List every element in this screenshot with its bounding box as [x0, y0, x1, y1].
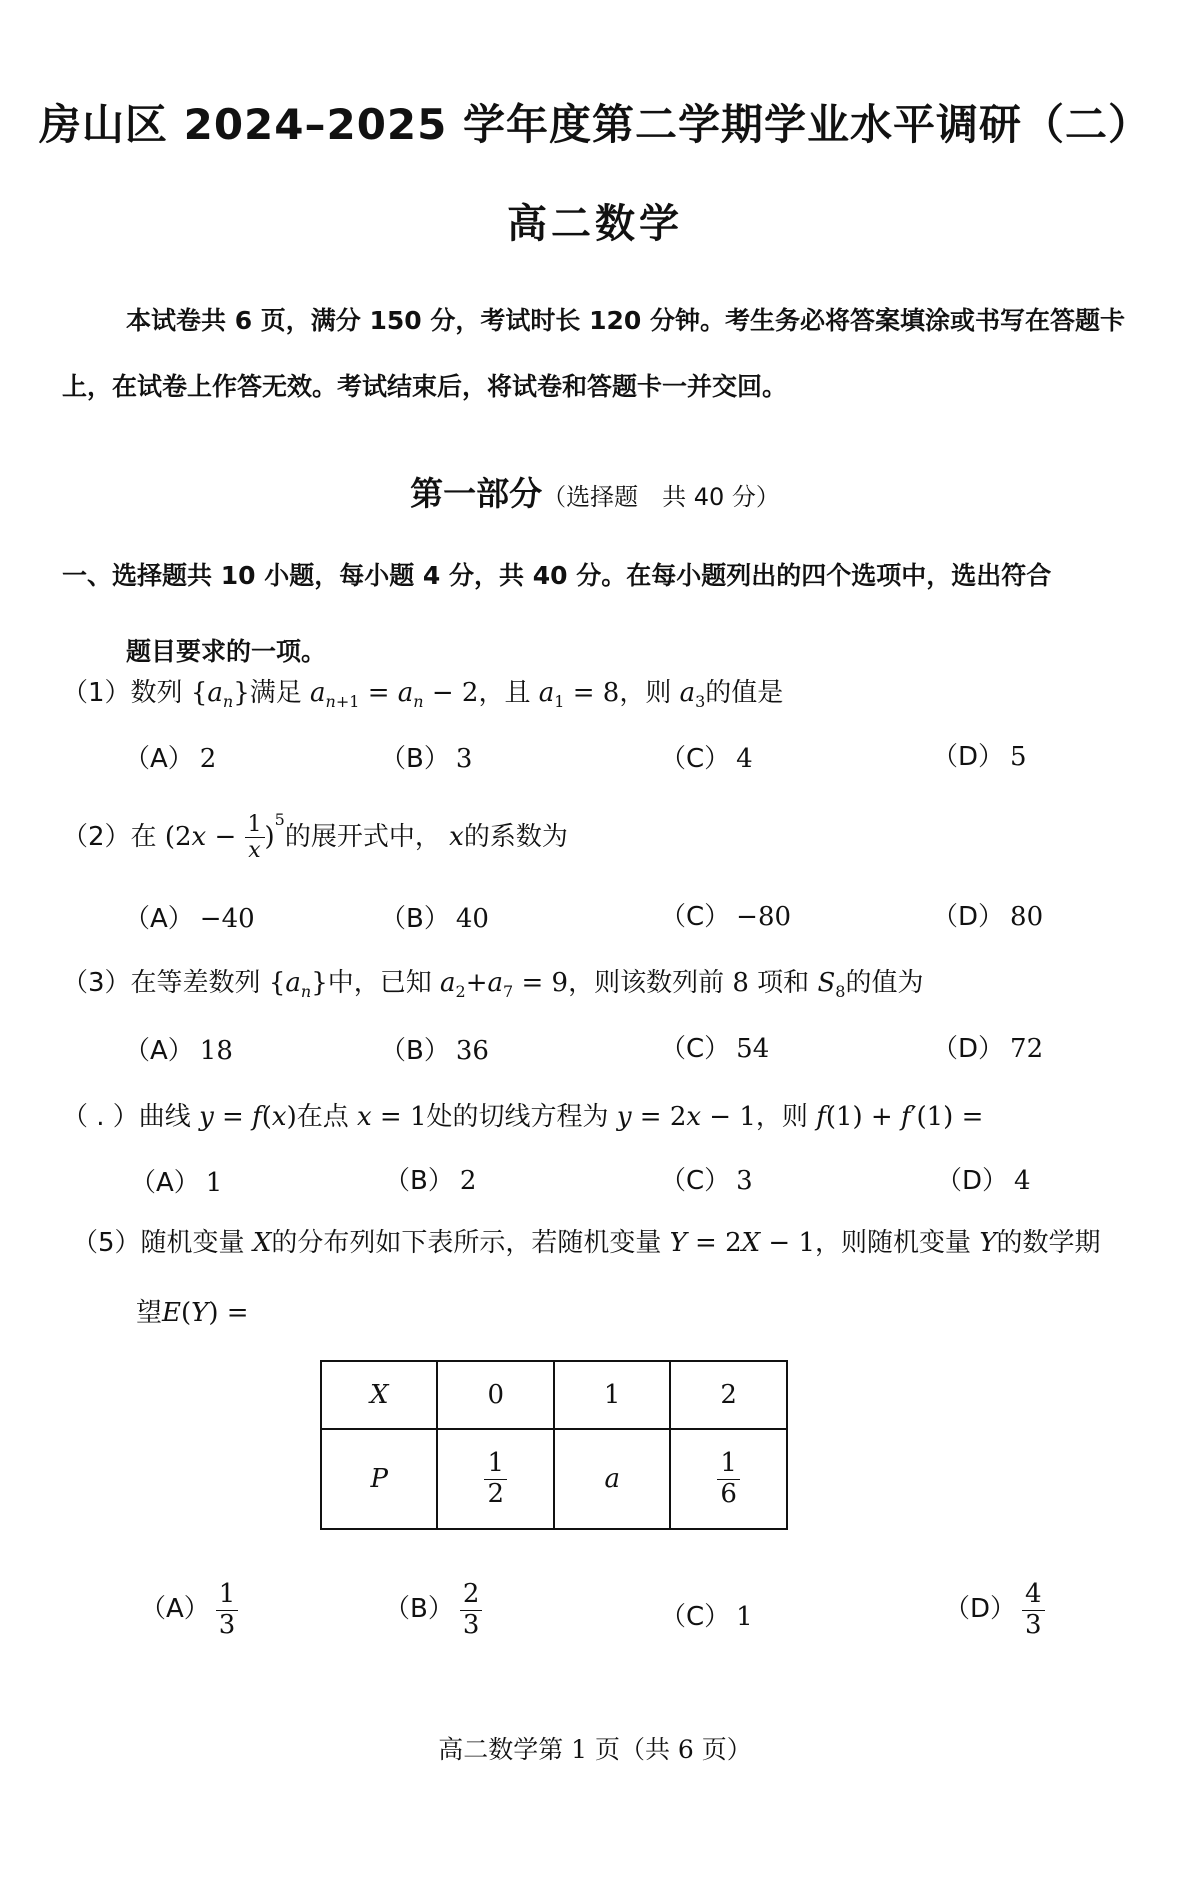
- section-heading-line1: 一、选择题共 10 小题，每小题 4 分，共 40 分。在每小题列出的四个选项中，选出符合: [62, 561, 1052, 590]
- table-cell: 1: [554, 1361, 670, 1429]
- option-1b[interactable]: （B） 3: [380, 744, 473, 774]
- section-heading-line2: 题目要求的一项。: [126, 637, 327, 666]
- math-target: $a_3$: [679, 678, 706, 712]
- exam-title: 房山区 2024–2025 学年度第二学期学业水平调研（二）: [38, 100, 1152, 149]
- question-number: （1）: [62, 678, 131, 708]
- math-recurrence: $a_{n+1} = a_n - 2$: [310, 678, 479, 712]
- option-4c[interactable]: （C） 3: [660, 1166, 753, 1196]
- math-initial: $a_1 = 8$: [538, 678, 620, 712]
- option-4a[interactable]: （A） 1: [130, 1168, 223, 1198]
- math-curve: y = f(x): [199, 1102, 297, 1132]
- math-sequence: $\{a_n\}$: [190, 678, 250, 712]
- math-x: x: [449, 821, 464, 852]
- section-heading: [62, 538, 1152, 690]
- math-condition: $a_2+a_7 = 9$: [440, 968, 569, 1002]
- table-cell: 2: [670, 1361, 787, 1429]
- exam-subtitle: 高二数学: [507, 201, 683, 247]
- option-4b[interactable]: （B） 2: [384, 1166, 477, 1196]
- fraction: $\frac{1}{2}$: [484, 1449, 507, 1510]
- math-Y: Y: [979, 1228, 997, 1258]
- option-5a[interactable]: （A） $\frac{1}{3}$: [140, 1580, 238, 1641]
- exam-instructions: 本试卷共 6 页，满分 150 分，考试时长 120 分钟。考生务必将答案填涂或书写在答题卡上，在试卷上作答无效。考试结束后，将试卷和答题卡一并交回。: [62, 306, 1125, 401]
- question-number: （ . ）: [62, 1102, 139, 1132]
- question-2: （2）在 (2x − $\frac{1}{x}$ )$^5$的展开式中， x的系数为: [62, 810, 568, 864]
- math-expectation: E(Y) =: [162, 1298, 249, 1328]
- option-3a[interactable]: （A） 18: [124, 1036, 233, 1066]
- table-cell: 0: [437, 1361, 554, 1429]
- option-3b[interactable]: （B） 36: [380, 1036, 489, 1066]
- question-3: （3）在等差数列 $\{a_n\}$中，已知 $a_2+a_7 = 9$，则该数列前 8 项和 $S_8$的值为: [62, 968, 924, 1002]
- option-2d[interactable]: （D） 80: [932, 902, 1044, 932]
- option-1a[interactable]: （A） 2: [124, 744, 217, 774]
- table-cell: P: [321, 1429, 437, 1529]
- math-binomial: (2x − $\frac{1}{x}$ )$^5$: [164, 810, 285, 864]
- question-5-cont: 望E(Y) =: [136, 1298, 249, 1328]
- option-2b[interactable]: （B） 40: [380, 904, 489, 934]
- option-5b[interactable]: （B） $\frac{2}{3}$: [384, 1580, 482, 1641]
- math-sequence: $\{a_n\}$: [268, 968, 328, 1002]
- option-5d[interactable]: （D） $\frac{4}{3}$: [944, 1580, 1045, 1641]
- option-2c[interactable]: （C） −80: [660, 902, 792, 932]
- question-number: （5）: [72, 1228, 141, 1258]
- distribution-table: [320, 1360, 788, 1530]
- table-cell: [670, 1429, 787, 1529]
- math-X: X: [252, 1228, 272, 1258]
- option-3c[interactable]: （C） 54: [660, 1034, 770, 1064]
- table-cell: a: [554, 1429, 670, 1529]
- part-note: （选择题 共 40 分）: [542, 483, 780, 511]
- math-expression: f(1) + f′(1) =: [816, 1102, 984, 1132]
- question-4: （ . ）曲线 y = f(x)在点 x = 1处的切线方程为 y = 2x − 1，则 f(1) + f′(1) =: [62, 1102, 984, 1132]
- question-number: （3）: [62, 968, 131, 998]
- option-5c[interactable]: （C） 1: [660, 1602, 753, 1632]
- fraction: $\frac{1}{6}$: [717, 1449, 740, 1510]
- table-cell: [437, 1429, 554, 1529]
- option-1d[interactable]: （D） 5: [932, 742, 1027, 772]
- question-5: （5）随机变量 X的分布列如下表所示，若随机变量 Y = 2X − 1，则随机变量 Y的数学期: [72, 1228, 1101, 1258]
- question-1: （1）数列 $\{a_n\}$满足 $a_{n+1} = a_n - 2$，且 $a_1 = 8$，则 $a_3$的值是: [62, 678, 784, 712]
- math-tangent: y = 2x − 1: [616, 1102, 756, 1132]
- table-cell: X: [321, 1361, 437, 1429]
- page-footer: 高二数学第 1 页（共 6 页）: [438, 1735, 752, 1764]
- option-3d[interactable]: （D） 72: [932, 1034, 1044, 1064]
- question-number: （2）: [62, 821, 131, 852]
- option-4d[interactable]: （D） 4: [936, 1166, 1031, 1196]
- math-transform: Y = 2X − 1: [669, 1228, 816, 1258]
- option-2a[interactable]: （A） −40: [124, 904, 255, 934]
- math-sum: $S_8$: [817, 968, 846, 1002]
- part-title: 第一部分: [410, 474, 543, 513]
- option-1c[interactable]: （C） 4: [660, 744, 753, 774]
- math-point: x = 1: [357, 1102, 427, 1132]
- part-heading: [0, 468, 1190, 515]
